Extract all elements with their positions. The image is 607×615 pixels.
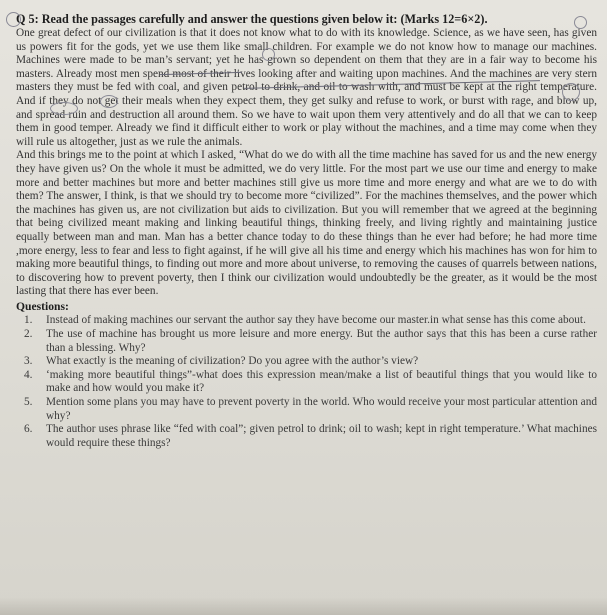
question-number: 3. (24, 355, 33, 368)
passage-paragraph-1: One great defect of our civilization is that it does not know what to do with its knowledge. Science, as we have seen, has given us powers fit for the gods, yet we use them like small children. For example we do not know how to manage our machines. Machines were made to be man’s servant; yet he has grown so dependent on them that they are in a fair way to become his masters. Already most men spend most of their lives looking after and waiting upon machines. And the machines are very stern masters they must be fed with coal, and given petrol to drink, and oil to wash with, and must be kept at the right temperature. And if they do not get their meals when they expect them, they get sulky and refuse to work, or burst with rage, and blow up, and spread ruin and destruction all around them. So we have to wait upon them very attentively and do all that we can to keep them in good temper. Already we find it difficult either to work or play without the machines, and a time may come when they will rule us altogether, just as we rule the animals. (16, 27, 597, 148)
questions-title: Questions: (16, 299, 69, 313)
question-text: Mention some plans you may have to prevent poverty in the world. Who would receive your most particular attention and why? (46, 396, 597, 422)
question-number: 5. (24, 396, 33, 409)
question-item (12, 423, 597, 450)
question-number: 6. (24, 423, 33, 436)
question-item (12, 355, 597, 369)
question-item (12, 396, 597, 423)
question-text: What exactly is the meaning of civilization? Do you agree with the author’s view? (46, 355, 419, 368)
question-text: Instead of making machines our servant the author say they have become our master.in what sense has this come about. (46, 314, 586, 327)
question-number: 2. (24, 328, 33, 341)
question-number: 1. (24, 314, 33, 327)
passage-paragraph-2: And this brings me to the point at which I asked, “What do we do with all the time machine has saved for us and the new energy they have given us? On the whole it must be admitted, we do very little. For the most part we use our time and energy to make more and better machines but more and better machines still give us more time and more energy and what are we to do with them? The answer, I think, is that we should try to become more “civilized”. For the machines themselves, and the power which the machines has given us, are not civilization but aids to civilization. But you will remember that we agreed at the beginning that being civilized meant making and linking beautiful things, thinking freely, and living rightly and maintaining justice equally between man and man. Man has a better chance today to do these things than he ever had before; he had more time ,more energy, less to fear and less to fight against, if he will give all his time and energy which his machines has won for him to making more beautiful things, to finding out more and more about universe, to removing the causes of quarrels between nations, to discovering how to prevent poverty, then I think our civilization would undoubtedly be the greater, as it would be the most lasting that there has ever been. (16, 149, 597, 298)
question-text: The use of machine has brought us more leisure and more energy. But the author says that this has been a curse rather than a blessing. Why? (46, 328, 597, 354)
questions-list (12, 314, 597, 450)
page-bottom-shadow (0, 597, 607, 615)
question-item (12, 314, 597, 328)
question-text: ‘making more beautiful things”-what does this expression mean/make a list of beautiful things that you would like to make and how would you make it? (46, 368, 597, 395)
question-heading: Q 5: Read the passages carefully and answer the questions given below it: (Marks 12=6×2). (16, 12, 488, 26)
question-text: The author uses phrase like “fed with coal”; given petrol to drink; oil to wash; kept in right temperature.’ What machines would require these things? (46, 423, 597, 449)
question-item (12, 328, 597, 355)
question-number: 4. (24, 368, 33, 381)
question-item (12, 369, 597, 396)
